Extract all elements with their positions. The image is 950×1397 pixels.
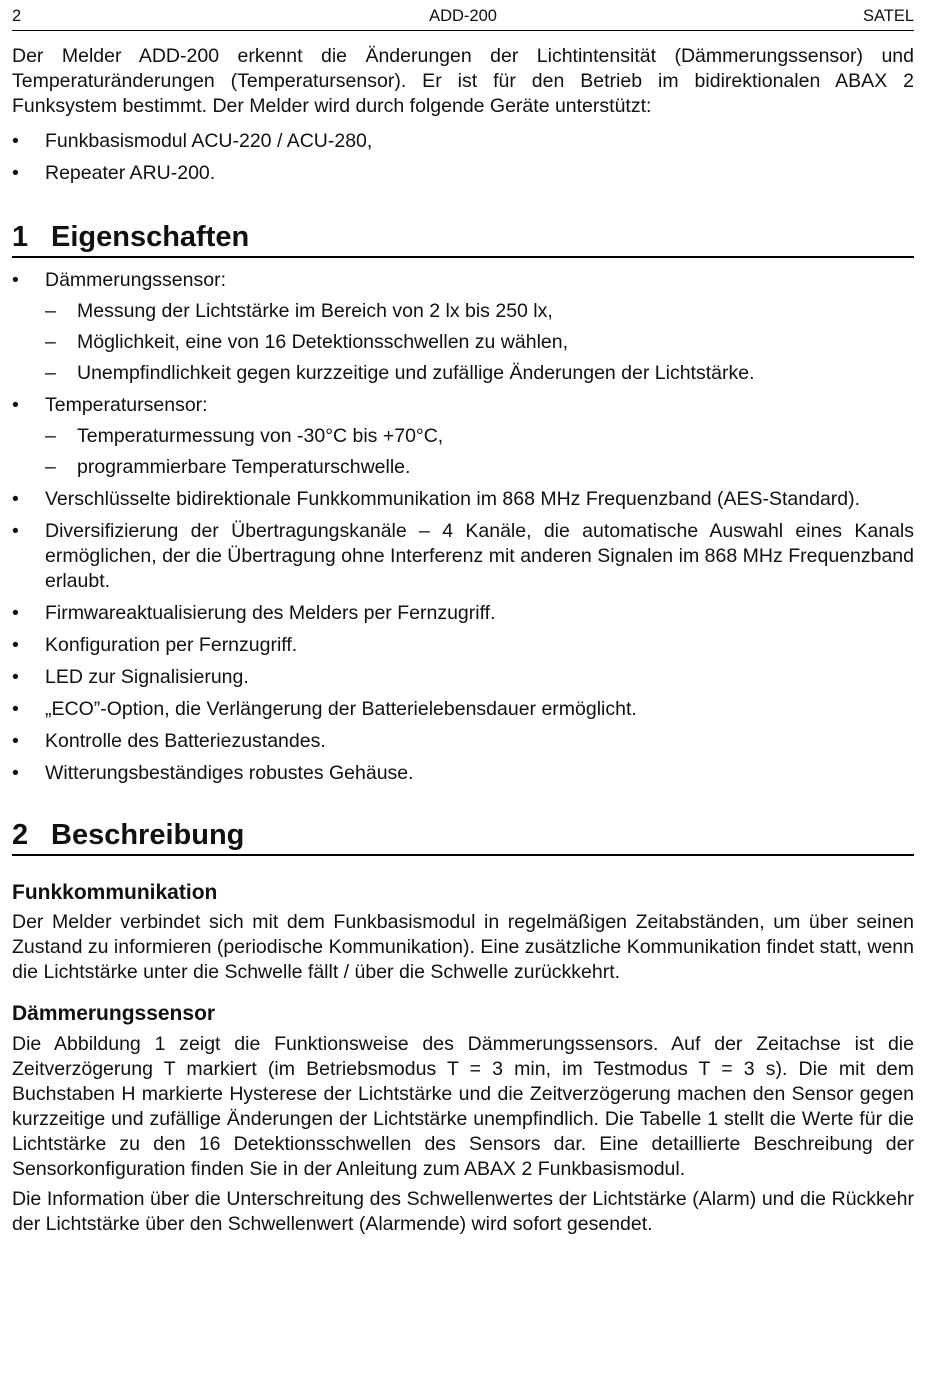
list-item: [12, 487, 914, 512]
list-item: [12, 268, 914, 386]
list-item-text: Repeater ARU-200.: [45, 162, 216, 184]
section-title: Eigenschaften: [51, 221, 250, 253]
page-number: 2: [12, 7, 22, 25]
bullet-icon: •: [12, 602, 19, 624]
list-item-text: Dämmerungssensor:: [45, 269, 226, 291]
sublist-item: [45, 330, 914, 355]
sublist-item-text: programmierbare Temperaturschwelle.: [77, 456, 411, 478]
sublist-item: [45, 299, 914, 324]
intro-paragraph: Der Melder ADD-200 erkennt die Änderungen der Lichtintensität (Dämmerungssensor) und Temperaturänderungen (Temperatursensor). Er ist für den Betrieb im bidirektionalen ABAX 2 Funksystem bestimmt. Der Melder wird durch folgende Geräte unterstützt:: [12, 45, 914, 117]
sublist: [45, 299, 914, 386]
sublist-item: [45, 455, 914, 480]
dash-icon: –: [45, 300, 56, 322]
list-item: [12, 729, 914, 754]
subheading-funkkommunikation: Funkkommunikation: [12, 881, 218, 904]
brand-name: SATEL: [862, 7, 914, 25]
list-item: [12, 697, 914, 722]
bullet-icon: •: [12, 666, 19, 688]
list-item: [12, 519, 914, 594]
bullet-icon: •: [12, 520, 19, 542]
sublist: [45, 424, 914, 480]
dash-icon: –: [45, 331, 56, 353]
paragraph-alarm-info: Die Information über die Unterschreitung des Schwellenwertes der Lichtstärke (Alarm) und die Rückkehr der Lichtstärke über den Schwellenwert (Alarmende) wird sofort gesendet.: [12, 1188, 914, 1235]
section-number: 2: [12, 819, 29, 851]
bullet-icon: •: [12, 130, 19, 152]
list-item-text: Diversifizierung der Übertragungskanäle – 4 Kanäle, die automatische Auswahl eines Kanals ermöglichen, der die Übertragung ohne Interferenz mit anderen Signalen im 868 MHz Frequenzband erlaubt.: [45, 520, 914, 592]
bullet-icon: •: [12, 730, 19, 752]
list-item: [12, 393, 914, 480]
paragraph-funkkommunikation: Der Melder verbindet sich mit dem Funkbasismodul in regelmäßigen Zeitabständen, um über seinen Zustand zu informieren (periodische Kommunikation). Eine zusätzliche Kommunikation findet statt, wenn die Lichtstärke unter die Schwelle fällt / über die Schwelle zurückkehrt.: [12, 911, 914, 983]
paragraph-daemmerungssensor: Die Abbildung 1 zeigt die Funktionsweise des Dämmerungssensors. Auf der Zeitachse ist die Zeitverzögerung T markiert (im Betriebsmodus T = 3 min, im Testmodus T = 3 s). Die mit dem Buchstaben H markierte Hysterese der Lichtstärke und die Zeitverzögerung machen den Sensor gegen kurzzeitige und zufällige Änderungen der Lichtstärke unempfindlich. Die Tabelle 1 stellt die Werte für die Lichtstärke zu den 16 Detektionsschwellen des Sensors dar. Eine detaillierte Beschreibung der Sensorkonfiguration finden Sie in der Anleitung zum ABAX 2 Funkbasismodul.: [12, 1033, 914, 1180]
document-page: [12, 0, 914, 1237]
list-item-text: Kontrolle des Batteriezustandes.: [45, 730, 326, 752]
running-header: [12, 2, 914, 31]
sublist-item-text: Unempfindlichkeit gegen kurzzeitige und zufällige Änderungen der Lichtstärke.: [77, 362, 755, 384]
list-item: [12, 601, 914, 626]
dash-icon: –: [45, 362, 56, 384]
bullet-icon: •: [12, 488, 19, 510]
list-item: [12, 633, 914, 658]
list-item-text: „ECO”-Option, die Verlängerung der Batterielebensdauer ermöglicht.: [45, 698, 637, 720]
sublist-item-text: Möglichkeit, eine von 16 Detektionsschwellen zu wählen,: [77, 331, 569, 353]
sublist-item-text: Temperaturmessung von -30°C bis +70°C,: [77, 425, 444, 447]
section-number: 1: [12, 221, 29, 253]
list-item: [12, 665, 914, 690]
dash-icon: –: [45, 425, 56, 447]
list-item-text: Temperatursensor:: [45, 394, 208, 416]
bullet-icon: •: [12, 634, 19, 656]
sublist-item: [45, 424, 914, 449]
bullet-icon: •: [12, 394, 19, 416]
list-item-text: Verschlüsselte bidirektionale Funkkommunikation im 868 MHz Frequenzband (AES-Standard).: [45, 488, 861, 510]
bullet-icon: •: [12, 762, 19, 784]
bullet-icon: •: [12, 698, 19, 720]
list-item: [12, 129, 914, 154]
supported-devices-list: [12, 129, 914, 186]
bullet-icon: •: [12, 269, 19, 291]
document-title: ADD-200: [429, 7, 497, 25]
list-item: [12, 761, 914, 786]
dash-icon: –: [45, 456, 56, 478]
list-item: [12, 161, 914, 186]
section-title: Beschreibung: [51, 819, 245, 851]
list-item-text: LED zur Signalisierung.: [45, 666, 249, 688]
list-item-text: Firmwareaktualisierung des Melders per Fernzugriff.: [45, 602, 496, 624]
subheading-daemmerungssensor: Dämmerungssensor: [12, 1002, 216, 1025]
section-heading-beschreibung: [12, 818, 914, 856]
list-item-text: Funkbasismodul ACU-220 / ACU-280,: [45, 130, 373, 152]
bullet-icon: •: [12, 162, 19, 184]
list-item-text: Witterungsbeständiges robustes Gehäuse.: [45, 762, 414, 784]
section-heading-eigenschaften: [12, 220, 914, 258]
sublist-item-text: Messung der Lichtstärke im Bereich von 2 lx bis 250 lx,: [77, 300, 553, 322]
list-item-text: Konfiguration per Fernzugriff.: [45, 634, 298, 656]
sublist-item: [45, 361, 914, 386]
features-list: [12, 268, 914, 786]
